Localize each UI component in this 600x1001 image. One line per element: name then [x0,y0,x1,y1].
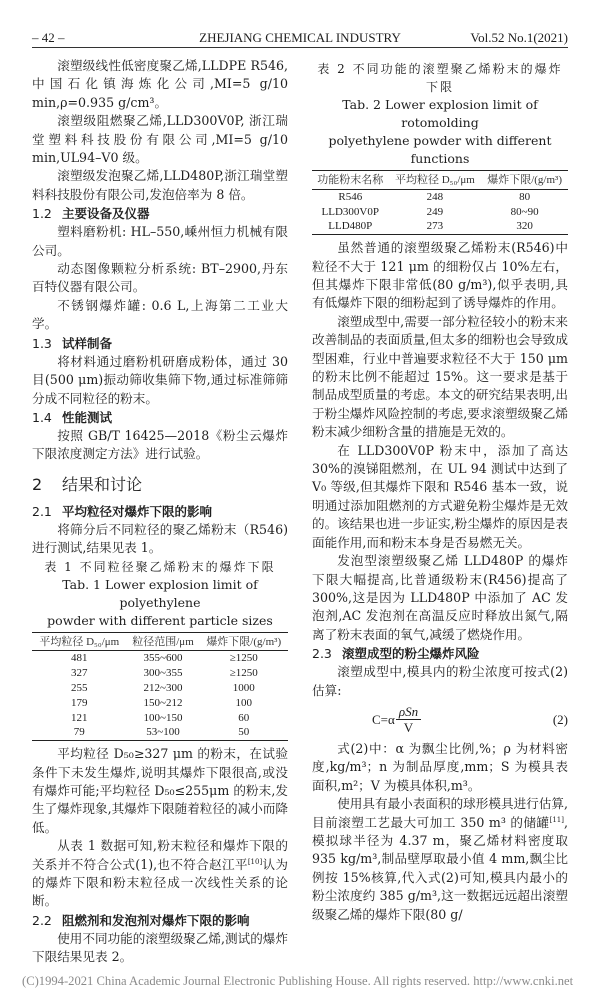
right-column [312,60,568,924]
section-title: 主要设备及仪器 [62,206,150,222]
running-header [32,30,568,48]
table-cell: 179 [71,696,88,709]
section-title: 试样制备 [62,335,113,351]
paragraph: 式(2)中：α 为飘尘比例,%；ρ 为材料密度,kg/m³；n 为制品厚度,mm；S 为模具表面积,m²；V 为模具体积,m³。 [312,740,568,793]
table-cell: 327 [71,667,88,680]
paragraph: 在 LLD300V0P 粉末中，添加了高达 30%的溴锑阻燃剂，在 UL 94 测试中达到了 V₀ 等级,但其爆炸下限和 R546 基本一致，说明通过添加阻燃剂的方式避免粉尘爆炸是无效的。该结果也进一步证实,粉尘爆炸的原因是表面能作用,而和粉末本身是否易燃无关。 [312,442,568,550]
table-1 [32,632,288,742]
paragraph: 滚塑级阻燃聚乙烯,LLD300V0P, 浙江瑞堂塑料科技股份有限公司,MI=5 g/10 min,UL94–V0 级。 [32,113,288,166]
column-header: 爆炸下限/(g/m³) [206,635,282,648]
table-cell: 1000 [232,681,255,694]
equation-2 [312,700,568,740]
paragraph [312,795,568,924]
paragraph: 使用不同功能的滚塑级聚乙烯,测试的爆炸下限结果见表 2。 [32,930,288,965]
section-heading-2-1 [32,502,288,521]
table-cell: 60 [238,711,250,724]
paragraph [32,837,288,911]
table-header-row [32,632,288,651]
citation-ref[interactable]: [10] [247,857,263,866]
table-cell: 50 [238,726,250,739]
section-heading-1-3 [32,334,288,353]
paragraph: 虽然普通的滚塑级聚乙烯粉末(R546)中粒径不大于 121 μm 的细粉仅占 10%左右，但其爆炸下限非常低(80 g/m³),似乎表明,具有低爆炸下限的细粉起到了诱导爆炸的作用。 [312,240,568,311]
table-row [32,696,288,711]
section-heading-1-2 [32,204,288,223]
table-cell: 121 [71,711,88,724]
table-cell: 481 [71,652,88,665]
table-cell: ≥1250 [229,667,258,680]
two-column-body [32,57,568,967]
table-cell: LLD300V0P [321,205,379,218]
table-row [32,681,288,696]
table-cell: 320 [516,220,533,233]
table-row [32,711,288,726]
section-number: 1.4 [32,409,52,425]
table-cell: 300~355 [143,667,183,680]
section-heading-2-2 [32,911,288,930]
volume-issue: Vol.52 No.1(2021) [470,30,568,45]
table-row [32,666,288,681]
paragraph: 发泡型滚塑级聚乙烯 LLD480P 的爆炸下限大幅提高,比普通级粉末(R456)提高了 300%,这是因为 LLD480P 中添加了 AC 发泡剂,AC 发泡剂在高温反应时释放出氮气,隔离了粉末表面的氧气,减缓了燃烧作用。 [312,553,568,642]
table-2 [312,170,568,235]
table-row [32,725,288,740]
table-1-caption-zh: 表 1 不同粒径聚乙烯粉末的爆炸下限 [44,559,276,574]
section-title: 滚塑成型的粉尘爆炸风险 [342,646,480,662]
journal-name: ZHEJIANG CHEMICAL INDUSTRY [199,30,401,45]
paragraph: 滚塑成型中,需要一部分粒径较小的粉末来改善制品的表面质量,但太多的细粉也会导致成型困难，行业中普遍要求粒径不大于 150 μm 的粉末比例不能超过 15%。这一要求是基于制品成型质量的考虑。本文的研究结果表明,出于粉尘爆炸风险控制的考虑,要求滚塑级聚乙烯粉末减少细粉含量的措施是无效的。 [312,313,568,440]
table-cell: 100 [235,696,252,709]
text-segment: 从表 1 数据可知,粉末粒径和爆炸下限的关系并不符合公式(1),也不符合赵江平 [32,838,288,872]
table-row [32,651,288,666]
paragraph: 将材料通过磨粉机研磨成粉体，通过 30 目(500 μm)振动筛收集筛下物,通过标准筛筛分成不同粒径的粉末。 [32,353,288,406]
table-cell: 212~300 [143,681,183,694]
copyright-footer: (C)1994-2021 China Academic Journal Electronic Publishing House. All rights reserved. http://www.cnki.net [22,973,574,988]
table-2-caption-en: Tab. 2 Lower explosion limit of rotomolding [342,97,538,130]
section-title: 平均粒径对爆炸下限的影响 [62,503,213,519]
table-cell: LLD480P [328,220,373,233]
paragraph: 将筛分后不同粒径的聚乙烯粉末（R546)进行测试,结果见表 1。 [32,521,288,556]
table-cell: 80 [519,190,531,203]
paragraph: 滚塑级发泡聚乙烯,LLD480P,浙江瑞堂塑料科技股份有限公司,发泡倍率为 8 倍。 [32,168,288,202]
table-1-caption-en: powder with different particle sizes [47,612,273,628]
paragraph: 塑料磨粉机: HL–550,嵊州恒力机械有限公司。 [32,224,288,258]
left-column [32,57,288,967]
section-heading-1-4 [32,408,288,427]
paragraph: 不锈钢爆炸罐: 0.6 L,上海第二工业大学。 [32,297,288,332]
equation-numerator: ρSn [396,704,421,720]
equation-fraction [396,704,421,735]
column-header: 平均粒径 D₅₀/μm [394,174,475,186]
section-title: 性能测试 [62,409,113,425]
table-2-caption-en: polyethylene powder with different functions [328,133,552,166]
text-segment: ,模拟球半径为 4.37 m，聚乙烯材料密度取 935 kg/m³,制品壁厚取最小值 4 mm,飘尘比例按 15%核算,代入式(2)可知,模具内最小的粉尘浓度约 385 g/m³,这一数据远远超出滚塑级聚乙烯的爆炸下限(80 g/ [312,814,568,922]
text-segment: 使用具有最小表面积的球形模具进行估算,目前滚塑工艺最大可加工 350 m³ 的储罐 [312,796,568,830]
table-cell: 248 [426,190,444,203]
column-header: 粒径范围/μm [132,635,194,648]
table-header-row [312,171,568,190]
page-number: – 42 – [32,30,65,45]
paragraph: 滚塑级线性低密度聚乙烯,LLDPE R546,中国石化镇海炼化公司,MI=5 g/10 min,ρ=0.935 g/cm³。 [32,58,288,110]
citation-ref[interactable]: [11] [549,815,564,824]
paragraph: 动态图像颗粒分析系统: BT–2900,丹东百特仪器有限公司。 [32,261,288,295]
table-row [312,219,568,234]
equation-lhs: C=α [372,711,395,727]
paragraph: 平均粒径 D₅₀≥327 μm 的粉末，在试验条件下未发生爆炸,说明其爆炸下限很高,或没有爆炸可能;平均粒径 D₅₀≤255μm 的粉末,发生了爆炸现象,其爆炸下限随着粒径的减小而降低。 [32,746,288,835]
column-header: 平均粒径 D₅₀/μm [39,635,120,648]
table-2-caption-zh: 表 2 不同功能的滚塑聚乙烯粉末的爆炸下限 [317,62,563,94]
table-cell: 255 [71,681,88,694]
text-segment: 认为的爆炸下限和粉末粒径成一次线性关系的论断。 [32,856,289,909]
column-header: 功能粉末名称 [317,174,384,186]
section-number: 2.2 [32,912,52,928]
table-1-caption-en: Tab. 1 Lower explosion limit of polyethylene [62,576,258,610]
equation-denominator: V [403,720,414,736]
section-number: 1.2 [32,206,52,222]
paragraph: 按照 GB/T 16425—2018《粉尘云爆炸下限浓度测定方法》进行试验。 [32,427,288,462]
section-number: 2 [32,474,43,494]
section-title: 结果和讨论 [62,474,143,494]
section-heading-2 [32,474,288,496]
table-cell: 355~600 [143,652,183,665]
table-cell: 79 [73,726,85,739]
table-row [312,205,568,220]
section-title: 阻燃剂和发泡剂对爆炸下限的影响 [62,912,250,928]
equation-number: (2) [552,711,568,727]
table-cell: 150~212 [143,696,183,709]
table-cell: 273 [426,220,444,233]
table-cell: R546 [338,190,363,203]
table-cell: 53~100 [146,726,180,739]
column-header: 爆炸下限/(g/m³) [487,174,562,186]
table-row [312,189,568,204]
table-cell: 249 [426,205,444,218]
table-cell: ≥1250 [229,652,258,665]
section-number: 2.1 [32,503,52,519]
table-cell: 80~90 [510,205,539,218]
section-number: 2.3 [312,646,332,662]
section-heading-2-3 [312,644,568,663]
table-cell: 100~150 [143,711,183,724]
section-number: 1.3 [32,335,52,351]
paragraph: 滚塑成型中,模具内的粉尘浓度可按式(2)估算: [312,664,568,698]
